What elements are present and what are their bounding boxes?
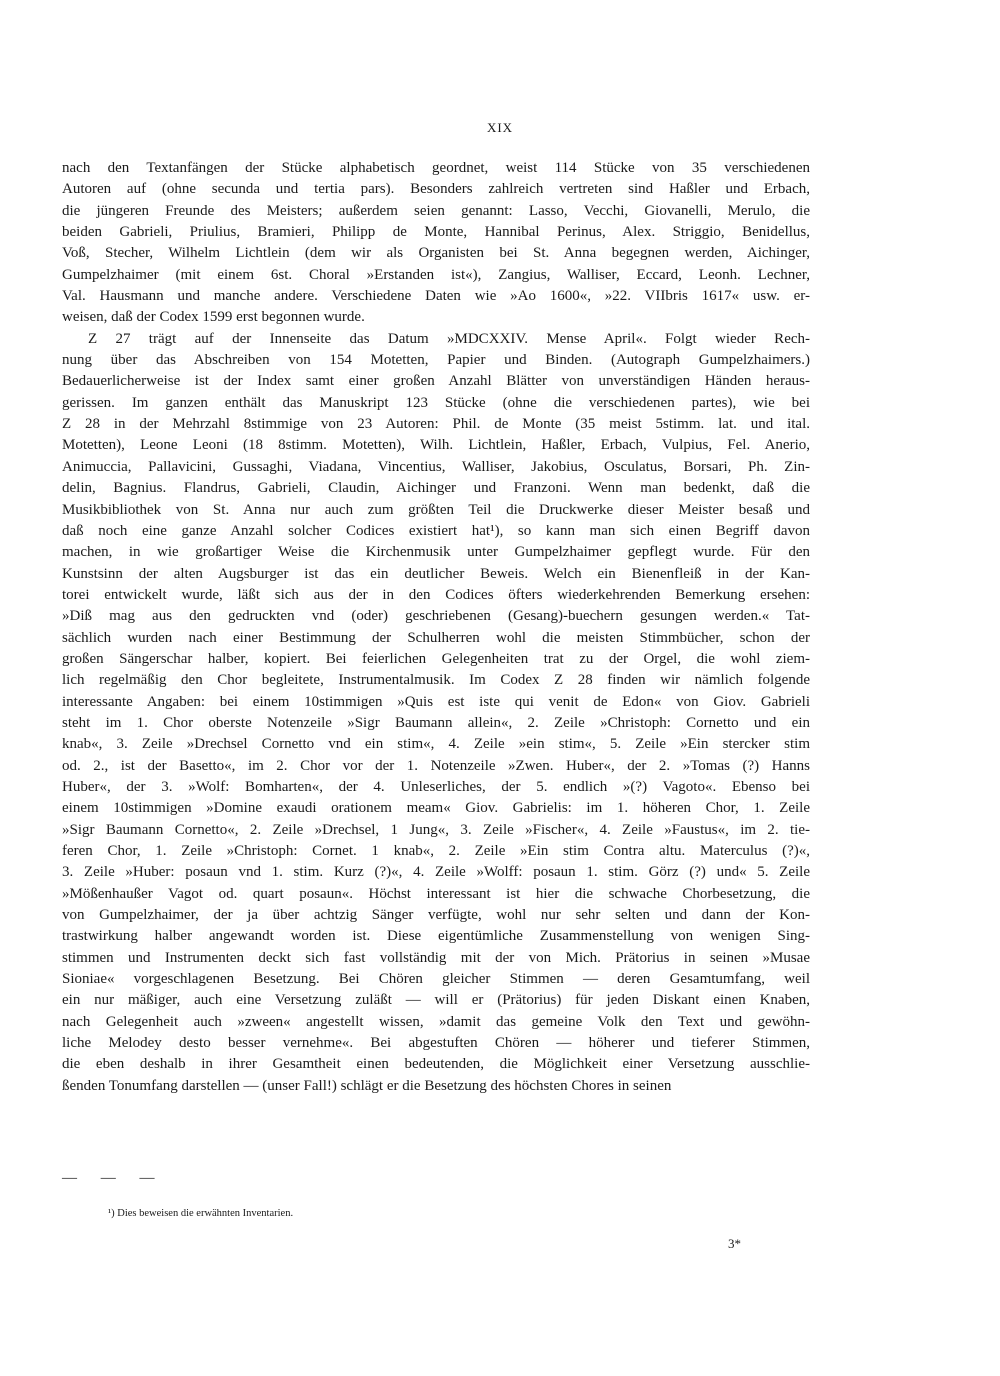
- text-line: Z 27 trägt auf der Innenseite das Datum »MDCXXIV. Mense April«. Folgt wieder Rech-: [88, 330, 810, 347]
- text-line: interessante Angaben: bei einem 10stimmigen »Quis est iste qui venit de Edon« von Giov. Gabrieli: [62, 693, 810, 710]
- text-line: machen, in wie großartiger Weise die Kirchenmusik unter Gumpelzhaimer gepflegt wurde. Für den: [62, 544, 810, 561]
- text-line: Huber«, der 3. »Wolf: Bomharten«, der 4. Unleserliches, der 5. endlich »(?) Vagoto«. Ebenso bei: [62, 778, 810, 795]
- text-line: Bedauerlicherweise ist der Index samt einer großen Anzahl Blätter von unverständigen Händen heraus-: [62, 373, 810, 390]
- text-line: trastwirkung halber angewandt worden ist. Diese eigentümliche Zusammenstellung von wenigen Sing-: [62, 928, 810, 945]
- text-line: lich regelmäßig den Chor begleitete, Instrumentalmusik. Im Codex Z 28 finden wir nämlich folgende: [62, 672, 810, 689]
- paragraph: [62, 329, 810, 1097]
- text-line: stimmen und Instrumenten deckt sich fast vollständig mit der von Mich. Prätorius in seinen »Musae: [62, 949, 810, 966]
- text-line: od. 2., ist der Basetto«, im 2. Chor vor der 1. Notenzeile »Zwen. Huber«, der 2. »Tomas (?) Hanns: [62, 757, 810, 774]
- text-line: beiden Gabrieli, Priulius, Bramieri, Philipp de Monte, Hannibal Perinus, Alex. Striggio, Benidellus,: [62, 224, 810, 241]
- text-line: feren Chor, 1. Zeile »Christoph: Cornet. 1 knab«, 2. Zeile »Ein stim Contra altu. Materculus (?)«,: [62, 843, 810, 859]
- text-line: Musikbibliothek von St. Anna nur auch zum größten Teil die Druckwerke dieser Meister besaß und: [62, 501, 810, 518]
- text-line: die eben deshalb in ihrer Gesamtheit einen bedeutenden, die Möglichkeit einer Versetzung ausschlie-: [62, 1056, 810, 1073]
- text-line: ßenden Tonumfang darstellen — (unser Fall!) schlägt er die Besetzung des höchsten Chores in seinen: [62, 1077, 672, 1094]
- text-line: Kunstsinn der alten Augsburger ist das ein deutlicher Beweis. Welch ein Bienenfleiß in der Kan-: [62, 565, 810, 582]
- text-line: Autoren auf (ohne secunda und tertia pars). Besonders zahlreich vertreten sind Haßler und Erbach,: [62, 181, 810, 198]
- text-line: 3. Zeile »Huber: posaun vnd 1. stim. Kurz (?)«, 4. Zeile »Wolff: posaun 1. stim. Görz (?) und« 5. Zeile: [62, 864, 810, 881]
- footnote: ¹) Dies beweisen die erwähnten Inventarien.: [108, 1208, 294, 1219]
- text-line: Motetten), Leone Leoni (18 8stimm. Motetten), Wilh. Lichtlein, Haßler, Erbach, Vulpius, Fel. Anerio,: [62, 437, 810, 454]
- text-line: weisen, daß der Codex 1599 erst begonnen wurde.: [62, 309, 365, 326]
- text-line: die jüngeren Freunde des Meisters; außerdem seien genannt: Lasso, Vecchi, Giovanelli, Merulo, die: [62, 202, 810, 219]
- text-line: Z 28 in der Mehrzahl 8stimmige von 23 Autoren: Phil. de Monte (35 meist 5stimm. lat. und ital.: [62, 416, 810, 433]
- text-line: nach den Textanfängen der Stücke alphabetisch geordnet, weist 114 Stücke von 35 verschiedenen: [62, 160, 810, 176]
- text-line: knab«, 3. Zeile »Drechsel Cornetto vnd ein stim«, 4. Zeile »ein stim«, 5. Zeile »Ein stercker stim: [62, 736, 810, 753]
- text-line: »Sigr Baumann Cornetto«, 2. Zeile »Drechsel, 1 Jung«, 3. Zeile »Fischer«, 4. Zeile »Faustus«, im 2. tie-: [62, 821, 810, 838]
- text-line: liche Melodey desto besser vernehme«. Bei abgestuften Chören — höherer und tieferer Stimmen,: [62, 1035, 810, 1052]
- text-line: sächlich wurden nach einer Bestimmung der Schulherren wohl die meisten Stimmbücher, schon der: [62, 629, 810, 646]
- text-line: Val. Hausmann und manche andere. Verschiedene Daten wie »Ao 1600«, »22. VIIbris 1617« usw. er-: [62, 288, 810, 305]
- signature-mark: 3*: [728, 1236, 741, 1251]
- body-text: [62, 158, 810, 1097]
- text-line: Animuccia, Pallavicini, Gussaghi, Viadana, Vincentius, Walliser, Jakobius, Osculatus, Borsari, Ph. Zin-: [62, 458, 810, 475]
- text-line: nach Gelegenheit auch »zween« angestellt wissen, »damit das gemeine Volk den Text und gewöhn-: [62, 1013, 810, 1030]
- text-line: von Gumpelzhaimer, der ja über achtzig Sänger verfügte, wohl nur sehr selten und dann der Kon-: [62, 907, 810, 924]
- continuation-dashes: — — —: [62, 1170, 165, 1186]
- text-line: Voß, Stecher, Wilhelm Lichtlein (dem wir als Organisten bei St. Anna begegnen werden, Aichinger,: [62, 245, 810, 262]
- page-number: XIX: [486, 120, 514, 135]
- text-line: großen Sängerschar halber, kopiert. Bei feierlichen Gelegenheiten trat zu der Orgel, die wohl ziem-: [62, 650, 810, 667]
- text-line: nung über das Abschreiben von 154 Motetten, Papier und Binden. (Autograph Gumpelzhaimers.): [62, 352, 810, 369]
- text-line: einem 10stimmigen »Domine exaudi orationem meam« Giov. Gabrielis: im 1. höheren Chor, 1. Zeile: [62, 800, 810, 817]
- text-line: steht im 1. Chor oberste Notenzeile »Sigr Baumann allein«, 2. Zeile »Christoph: Cornetto und ein: [62, 714, 810, 731]
- text-line: »Diß mag aus den gedruckten vnd (oder) geschriebenen (Gesang)-buechern gesungen werden.« Tat-: [62, 608, 810, 625]
- text-line: Sioniae« vorgeschlagenen Besetzung. Bei Chören gleicher Stimmen — deren Gesamtumfang, weil: [62, 971, 810, 988]
- paragraph: [62, 158, 810, 329]
- text-line: daß noch eine ganze Anzahl solcher Codices existiert hat¹), so kann man sich einen Begriff davon: [62, 522, 810, 539]
- text-line: ein nur mäßiger, auch eine Versetzung zuläßt — will er (Prätorius) für jeden Diskant einen Knaben,: [62, 992, 810, 1009]
- text-line: torei entwickelt wurde, läßt sich aus der in den Codices öfters wiederkehrenden Bemerkung ersehen:: [62, 586, 810, 603]
- text-line: gerissen. Im ganzen enthält das Manuskript 123 Stücke (ohne die verschiedenen partes), wie bei: [62, 394, 810, 411]
- text-line: Gumpelzhaimer (mit einem 6st. Choral »Erstanden ist«), Zangius, Walliser, Eccard, Leonh. Lechner,: [62, 266, 810, 283]
- text-line: »Mößenhaußer Vagot od. quart posaun«. Höchst interessant ist hier die schwache Chorbesetzung, die: [62, 885, 810, 902]
- text-line: delin, Bagnius. Flandrus, Gabrieli, Claudin, Aichinger und Franzoni. Wenn man bedenkt, daß die: [62, 480, 810, 497]
